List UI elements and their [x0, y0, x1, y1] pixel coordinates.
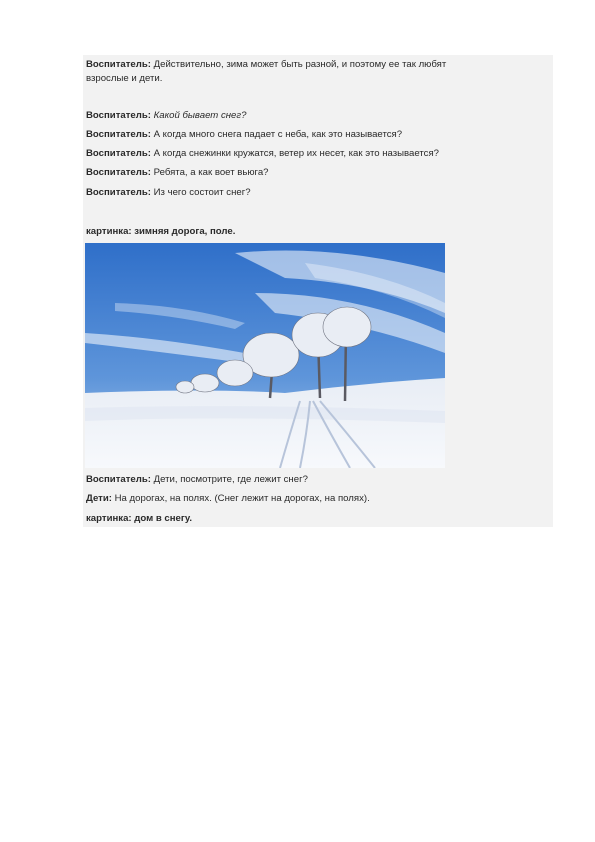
dialogue-line: Воспитатель: Ребята, а как воет вьюга? [86, 167, 269, 178]
winter-road-photo [85, 243, 445, 468]
document-block [83, 55, 553, 527]
dialogue-line: Воспитатель: Из чего состоит снег? [86, 187, 251, 198]
dialogue-line: Воспитатель: А когда снежинки кружатся, ветер их несет, как это называется? [86, 148, 440, 159]
dialogue-line: взрослые и дети. [86, 73, 163, 84]
dialogue-line: Дети: На дорогах, на полях. (Снег лежит на дорогах, на полях). [86, 493, 370, 504]
dialogue-line: Воспитатель: Какой бывает снег? [86, 110, 247, 121]
dialogue-line: Воспитатель: А когда много снега падает с неба, как это называется? [86, 129, 403, 140]
picture-caption: картинка: дом в снегу. [86, 513, 193, 524]
dialogue-line: Воспитатель: Действительно, зима может быть разной, и поэтому ее так любят [86, 59, 447, 70]
picture-caption: картинка: зимняя дорога, поле. [86, 226, 236, 237]
dialogue-line: Воспитатель: Дети, посмотрите, где лежит снег? [86, 474, 308, 485]
